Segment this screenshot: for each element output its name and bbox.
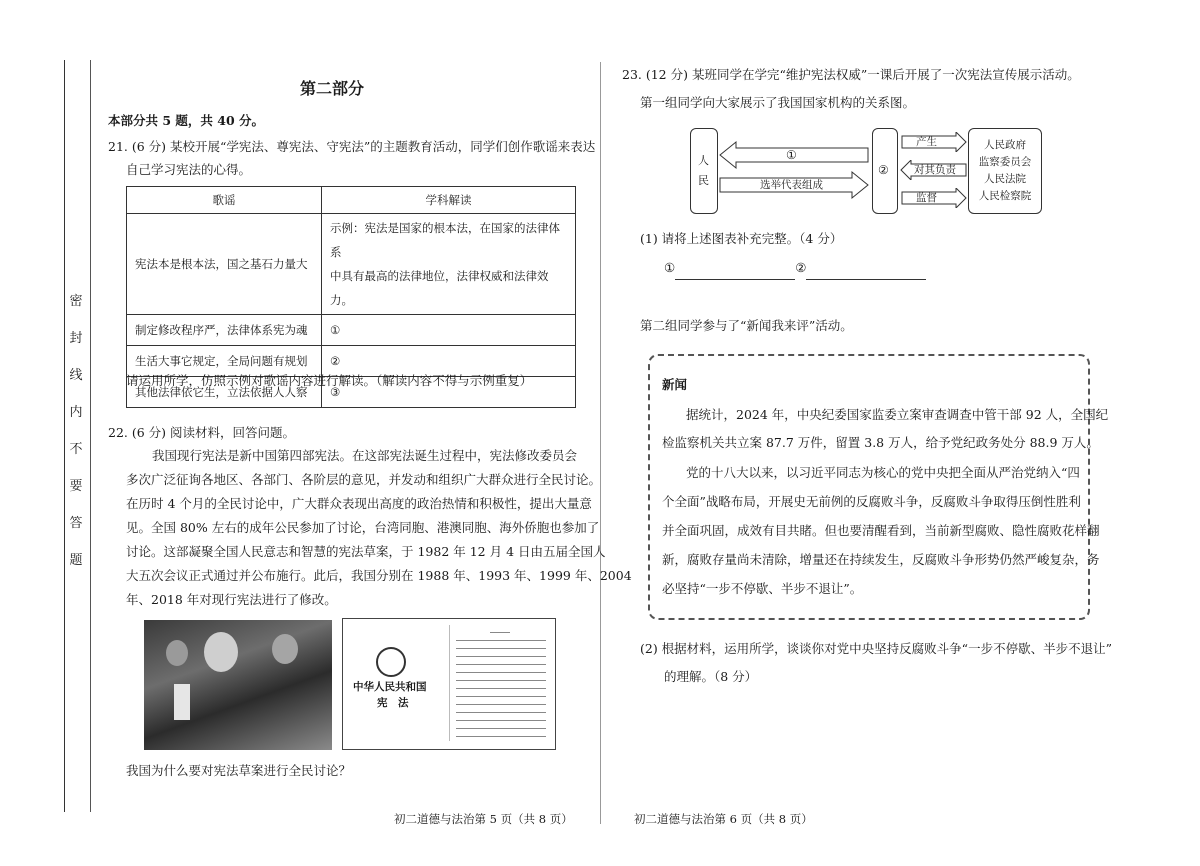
page-divider (600, 62, 601, 824)
part-intro: 本部分共 5 题，共 40 分。 (108, 113, 265, 128)
organ-supervision: 监察委员会 (978, 156, 1032, 168)
song-cell: 其他法律依它生，立法依据人人察 (127, 377, 322, 408)
elect-label: 选举代表组成 (760, 179, 823, 191)
q23-group2: 第二组同学参与了“新闻我来评”活动。 (640, 318, 853, 333)
people-label: 人民 (698, 154, 709, 187)
q22-para-line: 见。全国 80% 左右的成年公民参加了讨论，台湾同胞、港澳同胞、海外侨胞也参加了 (126, 520, 600, 535)
answer-cell-2[interactable]: ② (322, 346, 576, 377)
news-line: 党的十八大以来，以习近平同志为核心的党中央把全面从严治党纳入“四 (686, 465, 1080, 480)
example-line2: 中具有最高的法律地位，法律权威和法律效力。 (330, 269, 549, 307)
ballot-box (174, 684, 190, 720)
binding-line-outer (64, 60, 65, 812)
organ-government: 人民政府 (984, 139, 1026, 151)
q23-head: 23. (12 分) 某班同学在学完“维护宪法权威”一课后开展了一次宪法宣传展示活动。 (622, 67, 1080, 82)
answer-line-2[interactable] (806, 265, 926, 280)
part-title: 第二部分 (300, 79, 365, 98)
q22-question: 我国为什么要对宪法草案进行全民讨论？ (126, 763, 352, 778)
q21-stem-line2: 自己学习宪法的心得。 (126, 162, 252, 177)
answer-label-1: ① (664, 260, 676, 275)
supervise-label: 监督 (916, 192, 937, 204)
seal-char: 题 (69, 553, 83, 568)
binding-line-inner (90, 60, 91, 812)
q23-group1: 第一组同学向大家展示了我国国家机构的关系图。 (640, 95, 916, 110)
q21-instruction: 请运用所学，仿照示例对歌谣内容进行解读。（解读内容不得与示例重复） (126, 373, 533, 388)
photo-figure (166, 640, 188, 666)
q23-sub2-line2: 的理解。（8 分） (664, 669, 758, 684)
answer-label-2: ② (795, 260, 807, 275)
table-header-song: 歌谣 (127, 187, 322, 214)
seal-char: 不 (69, 442, 83, 457)
table-header-row (127, 187, 576, 214)
national-emblem-icon (376, 647, 406, 677)
q22-para-line: 讨论。这部凝聚全国人民意志和智慧的宪法草案，于 1982 年 12 月 4 日由五届全国人 (126, 544, 606, 559)
diagram-blank-2[interactable]: ② (878, 163, 889, 177)
q22-para-line: 在历时 4 个月的全民讨论中，广大群众表现出高度的政治热情和积极性，提出大量意 (126, 496, 592, 511)
interpretation-cell (322, 214, 576, 315)
book-contents-page (449, 625, 550, 741)
seal-char: 内 (69, 405, 83, 420)
organ-procuratorate: 人民检察院 (978, 190, 1032, 202)
news-line: 据统计，2024 年，中央纪委国家监委立案审查调查中管干部 92 人，全国纪 (686, 407, 1109, 422)
q21-stem-line1: 21. (6 分) 某校开展“学宪法、尊宪法、守宪法”的主题教育活动，同学们创作歌谣来表达 (108, 139, 596, 154)
organ-court: 人民法院 (984, 173, 1026, 185)
news-line: 必坚持“一步不停歇、半步不退让”。 (662, 581, 863, 596)
seal-char: 线 (69, 368, 83, 383)
q22-para-line: 大五次会议正式通过并公布施行。此后，我国分别在 1988 年、1993 年、1999 年、2004 (126, 568, 632, 583)
seal-char: 答 (69, 516, 83, 531)
q23-answer-lines (664, 255, 926, 280)
organ-box-2 (872, 128, 898, 214)
song-cell: 制定修改程序严，法律体系宪为魂 (127, 315, 322, 346)
people-box (690, 128, 718, 214)
constitution-book-image (342, 618, 556, 750)
produce-label: 产生 (916, 136, 937, 148)
table-row (127, 315, 576, 346)
news-line: 并全面巩固，成效有目共睹。但也要清醒看到，当前新型腐败、隐性腐败花样翻 (662, 523, 1100, 538)
example-line1: 示例：宪法是国家的根本法，在国家的法律体系 (330, 221, 560, 259)
q22-para-line: 多次广泛征询各地区、各部门、各阶层的意见，并发动和组织广大群众进行全民讨论。 (126, 472, 602, 487)
footer-page-6: 初二道德与法治第 6 页（共 8 页） (634, 812, 813, 826)
voting-photo (144, 620, 332, 750)
answer-cell-1[interactable]: ① (322, 315, 576, 346)
answer-cell-3[interactable]: ③ (322, 377, 576, 408)
seal-char: 要 (69, 479, 83, 494)
q23-sub1: (1) 请将上述图表补充完整。（4 分） (640, 231, 843, 246)
answer-line-1[interactable] (675, 265, 795, 280)
footer-page-5: 初二道德与法治第 5 页（共 8 页） (394, 812, 573, 826)
news-line: 新，腐败存量尚未清除，增量还在持续发生，反腐败斗争形势仍然严峻复杂，务 (662, 552, 1100, 567)
q22-para-line: 我国现行宪法是新中国第四部宪法。在这部宪法诞生过程中，宪法修改委员会 (152, 448, 578, 463)
book-title-line2: 宪 法 (377, 697, 409, 709)
news-line: 个全面”战略布局，开展史无前例的反腐败斗争，反腐败斗争取得压倒性胜利 (662, 494, 1081, 509)
news-line: 检监察机关共立案 87.7 万件，留置 3.8 万人，给予党纪政务处分 88.9 万人。 (662, 435, 1099, 450)
q22-para-line: 年、2018 年对现行宪法进行了修改。 (126, 592, 337, 607)
photo-figure (204, 632, 238, 672)
book-title-line1: 中华人民共和国 (353, 681, 427, 693)
seal-char: 密 (69, 294, 83, 309)
news-title: 新闻 (662, 377, 688, 392)
song-cell: 生活大事它规定，全局问题有规划 (127, 346, 322, 377)
photo-figure (272, 634, 298, 664)
diagram-blank-1[interactable]: ① (786, 148, 797, 162)
song-cell: 宪法本是根本法，国之基石力量大 (127, 214, 322, 315)
q23-sub2-line1: (2) 根据材料，运用所学，谈谈你对党中央坚持反腐败斗争“一步不停歇、半步不退让” (640, 641, 1112, 656)
table-header-interpretation: 学科解读 (322, 187, 576, 214)
state-organs-box (968, 128, 1042, 214)
seal-char: 封 (69, 331, 83, 346)
responsible-label: 对其负责 (914, 164, 956, 176)
q22-head: 22. (6 分) 阅读材料，回答问题。 (108, 425, 296, 440)
binding-seal-text (68, 295, 84, 591)
table-row (127, 214, 576, 315)
